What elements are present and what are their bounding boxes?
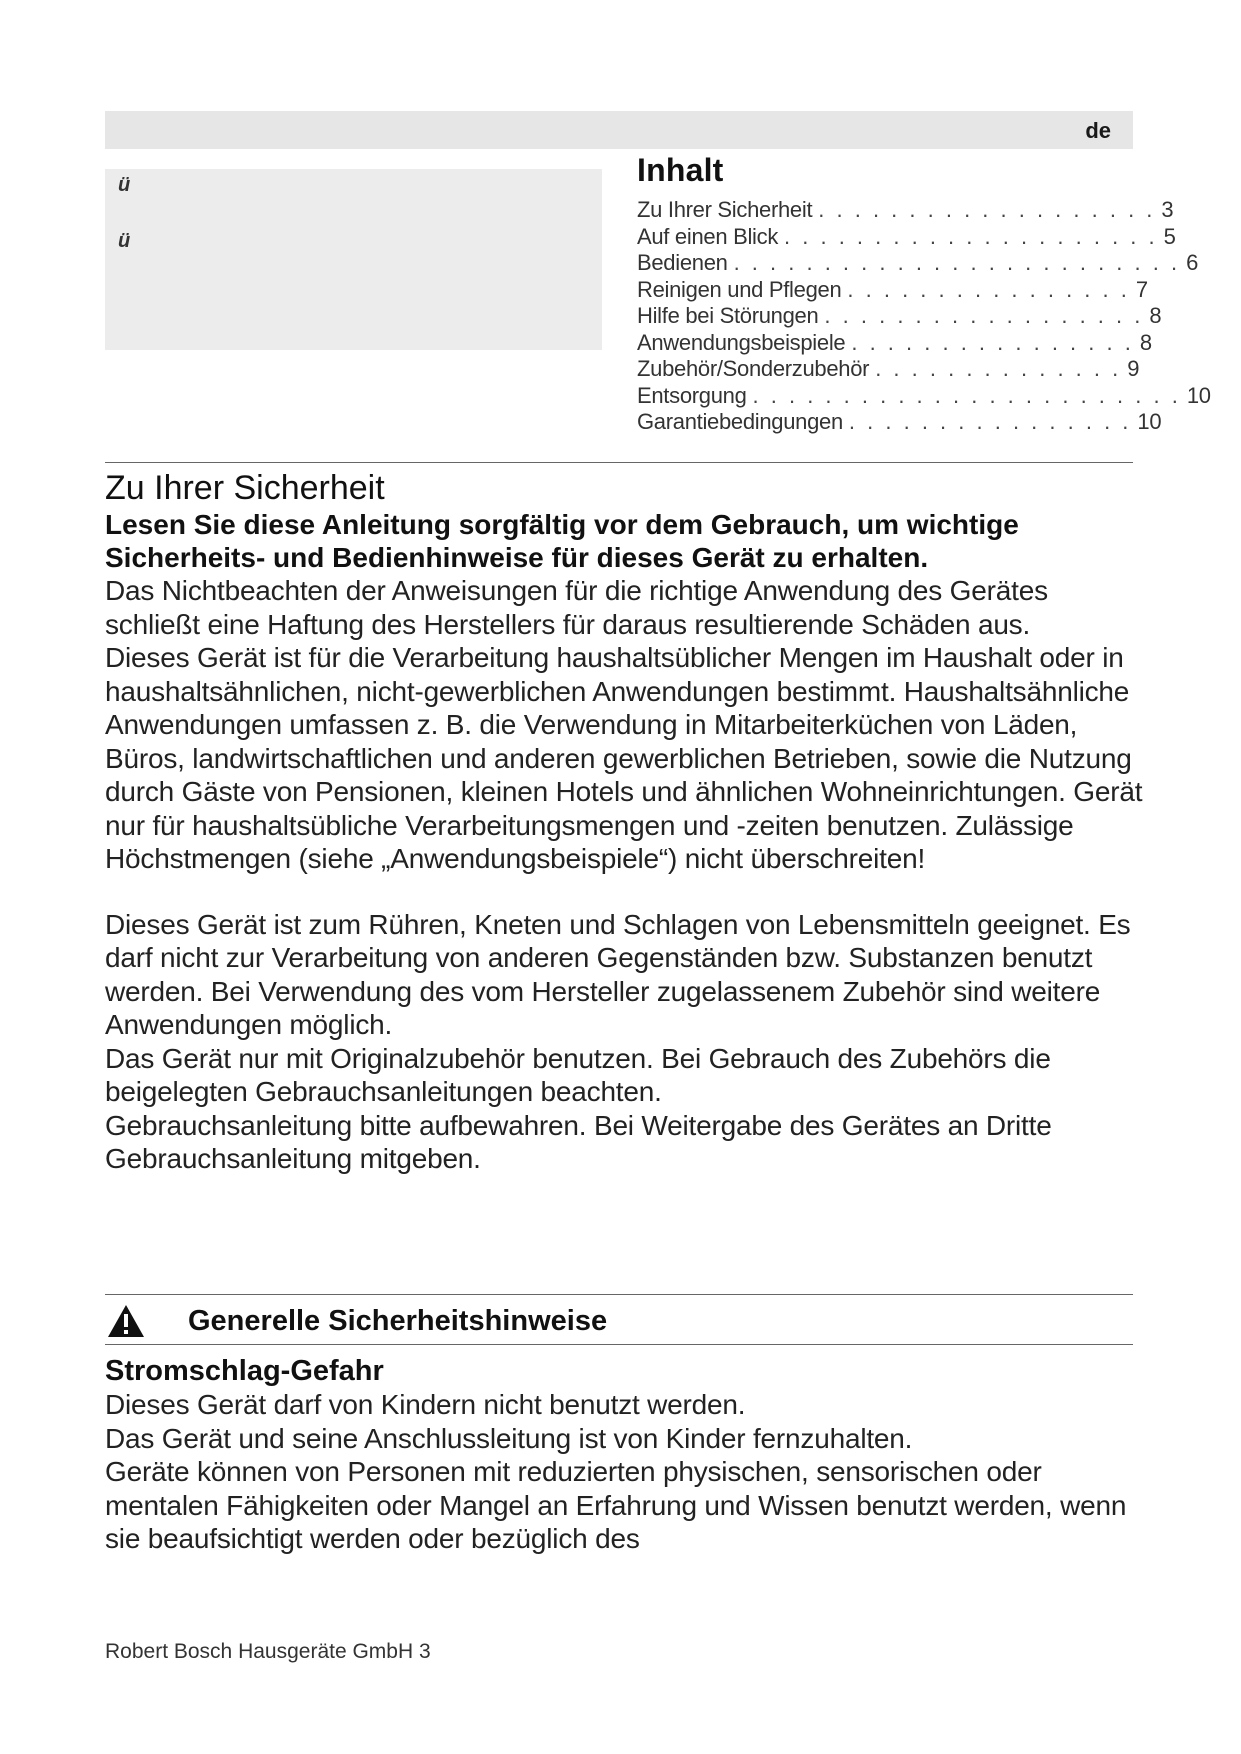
toc-entry-label: Garantiebedingungen [637,409,843,434]
toc-leader-dots: . . . . . . . . . . . . . . . . . . . . . [784,223,1158,249]
toc-entry-page: 6 [1186,250,1199,275]
toc-list [637,197,1211,436]
toc-entry-label: Bedienen [637,250,728,275]
toc-entry [637,223,1176,251]
section-title: Zu Ihrer Sicherheit [105,469,385,507]
toc-entry [637,276,1148,304]
toc-entry-label: Anwendungsbeispiele [637,329,846,355]
language-header-bar [105,111,1133,149]
toc-title: Inhalt [637,152,724,188]
section-divider [105,462,1133,463]
safety-section [105,468,1145,1176]
toc-leader-dots: . . . . . . . . . . . . . . . . [851,329,1134,355]
table-of-contents [637,152,1211,436]
general-safety-title: Generelle Sicherheitshinweise [188,1304,608,1337]
toc-entry-page: 8 [1149,303,1162,328]
toc-leader-dots: . . . . . . . . . . . . . . . . [848,409,1132,434]
toc-entry-label: Reinigen und Pflegen [637,276,842,302]
warning-triangle-icon [106,1303,146,1339]
paragraph: Dieses Gerät ist für die Verarbeitung haushaltsüblicher Mengen im Haushalt oder in haushaltsähnlichen, nicht-gewerblichen Anwendungen bestimmt. Haushaltsähnliche Anwendungen umfassen z. B. die Verwendung in Mitarbeiterküchen von Läden, Büros, landwirtschaftlichen und anderen gewerblichen Betrieben, sowie die Nutzung durch Gäste von Pensionen, kleinen Hotels und ähnlichen Wohneinrichtungen. Gerät nur für haushaltsübliche Verarbeitungsmengen und -zeiten benutzen. Zulässige Höchstmengen (siehe „Anwendungsbeispiele“) nicht überschreiten! [105,642,1143,874]
toc-entry-page: 8 [1139,329,1152,355]
page-footer: Robert Bosch Hausgeräte GmbH 3 [105,1640,431,1663]
toc-entry-page: 9 [1127,356,1140,381]
paragraph: Dieses Gerät ist zum Rühren, Kneten und Schlagen von Lebensmitteln geeignet. Es darf nicht zur Verarbeitung von anderen Gegenständen bzw. Substanzen benutzt werden. Bei Verwendung des vom Hersteller zugelassenem Zubehör sind weitere Anwendungen möglich. [105,908,1131,1040]
toc-leader-dots: . . . . . . . . . . . . . . [875,356,1122,381]
toc-entry-label: Zu Ihrer Sicherheit [637,197,813,222]
toc-entry-page: 5 [1163,223,1176,249]
toc-entry-page: 10 [1186,382,1211,408]
toc-entry-label: Entsorgung [637,382,747,408]
section-divider [105,1294,1133,1295]
toc-entry [637,409,1162,436]
toc-entry-page: 3 [1161,197,1174,222]
toc-entry [637,250,1199,277]
paragraph: Geräte können von Personen mit reduzierten physischen, sensorischen oder mentalen Fähigkeiten oder Mangel an Erfahrung und Wissen benutzt werden, wenn sie beaufsichtigt werden oder bezüglich des [105,1456,1127,1554]
box-character: ü [118,230,131,252]
paragraph: Das Nichtbeachten der Anweisungen für die richtige Anwendung des Gerätes schließt eine Haftung des Herstellers für daraus resultierende Schäden aus. [105,575,1048,640]
toc-entry-page: 10 [1137,409,1162,434]
toc-leader-dots: . . . . . . . . . . . . . . . . [847,276,1130,302]
toc-entry [637,329,1152,357]
paragraph: Gebrauchsanleitung bitte aufbewahren. Bei Weitergabe des Gerätes an Dritte Gebrauchsanleitung mitgeben. [105,1109,1052,1174]
toc-leader-dots: . . . . . . . . . . . . . . . . . . . . . . . . . [733,250,1181,275]
toc-entry-label: Zubehör/Sonderzubehör [637,356,870,381]
lead-paragraph: Lesen Sie diese Anleitung sorgfältig vor dem Gebrauch, um wichtige Sicherheits- und Bedienhinweise für dieses Gerät zu erhalten. [105,509,1019,573]
toc-entry-page: 7 [1135,276,1148,302]
toc-leader-dots: . . . . . . . . . . . . . . . . . . . . . . . . [752,382,1181,408]
general-safety-heading [105,1296,1133,1346]
language-code: de [1085,118,1111,143]
subsection-title: Stromschlag-Gefahr [105,1355,384,1387]
toc-entry [637,197,1174,224]
paragraph: Dieses Gerät darf von Kindern nicht benutzt werden. [105,1389,746,1420]
toc-entry [637,382,1211,410]
toc-entry-label: Hilfe bei Störungen [637,303,819,328]
paragraph: Das Gerät und seine Anschlussleitung ist von Kinder fernzuhalten. [105,1422,913,1454]
electric-shock-section [105,1354,1145,1556]
toc-entry [637,303,1162,330]
toc-leader-dots: . . . . . . . . . . . . . . . . . . [824,303,1144,328]
box-character: ü [118,174,131,196]
language-sidebar-box [105,169,602,350]
toc-entry-label: Auf einen Blick [637,223,779,249]
section-divider [105,1344,1133,1345]
toc-leader-dots: . . . . . . . . . . . . . . . . . . . [818,197,1156,222]
toc-entry [637,356,1140,383]
paragraph: Das Gerät nur mit Originalzubehör benutzen. Bei Gebrauch des Zubehörs die beigelegten Gebrauchsanleitungen beachten. [105,1042,1051,1107]
